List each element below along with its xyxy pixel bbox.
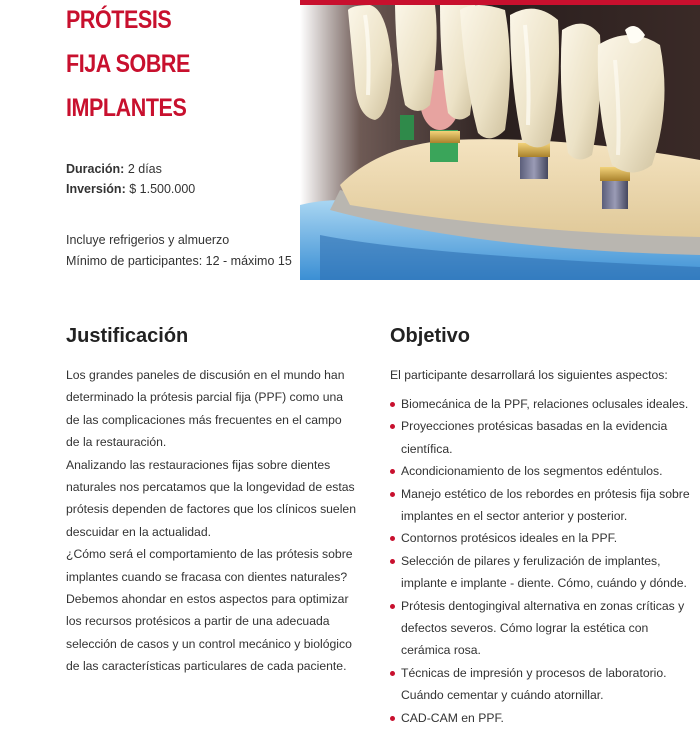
list-item: Acondicionamiento de los segmentos edéntulos. [390,460,690,482]
justification-paragraph: Analizando las restauraciones fijas sobre dientes naturales nos percatamos que la longevidad de estas prótesis dependen de factores que los clínicos suelen descuidar en la actualidad. [66,457,356,539]
justification-heading: Justificación [66,325,189,347]
implant-prosthesis-photo [300,5,700,280]
title-line-1: PRÓTESIS [66,6,172,34]
bullet-icon [390,671,395,676]
justification-body [66,364,356,678]
bullet-icon [390,402,395,407]
justification-paragraph: Los grandes paneles de discusión en el mundo han determinado la prótesis parcial fija (PPF) como una de las complicaciones más frecuentes en el campo de la restauración. [66,368,345,450]
list-item: Biomecánica de la PPF, relaciones oclusales ideales. [390,393,690,415]
bullet-icon [390,716,395,721]
justification-paragraph: Debemos ahondar en estos aspectos para optimizar los recursos protésicos a partir de una adecuada selección de casos y un control mecánico y biológico de las características particulares de cada paciente. [66,592,352,674]
bullet-icon [390,492,395,497]
bullet-icon [390,469,395,474]
title-line-2: FIJA SOBRE [66,50,190,78]
justification-paragraph: ¿Cómo será el comportamiento de las prótesis sobre implantes cuando se fracasa con dientes naturales? [66,547,353,584]
objective-intro: El participante desarrollará los siguientes aspectos: [390,368,668,382]
duration-value: 2 días [124,162,162,176]
title-line-3: IMPLANTES [66,94,187,122]
list-item: Proyecciones protésicas basadas en la evidencia científica. [390,415,690,460]
includes-text: Incluye refrigerios y almuerzo [66,233,230,247]
list-item: Contornos protésicos ideales en la PPF. [390,527,690,549]
list-item: Selección de pilares y ferulización de implantes, implante e implante - diente. Cómo, cuándo y dónde. [390,550,690,595]
objective-heading: Objetivo [390,325,471,347]
investment-value: $ 1.500.000 [125,182,196,196]
list-item: Técnicas de impresión y procesos de laboratorio. Cuándo cementar y cuándo atornillar. [390,662,690,707]
course-conditions [66,230,292,272]
bullet-icon [390,604,395,609]
duration-label: Duración: [66,162,125,176]
list-item: CAD-CAM en PPF. [390,707,690,729]
list-item: Prótesis dentogingival alternativa en zonas críticas y defectos severos. Cómo lograr la estética con cerámica rosa. [390,595,690,662]
course-info [66,159,195,199]
bullet-icon [390,424,395,429]
list-item: Manejo estético de los rebordes en prótesis fija sobre implantes en el sector anterior y posterior. [390,483,690,528]
participants-text: Mínimo de participantes: 12 - máximo 15 [66,254,292,268]
objective-list [390,393,690,729]
bullet-icon [390,536,395,541]
investment-label: Inversión: [66,182,126,196]
course-title [66,0,255,130]
bullet-icon [390,559,395,564]
